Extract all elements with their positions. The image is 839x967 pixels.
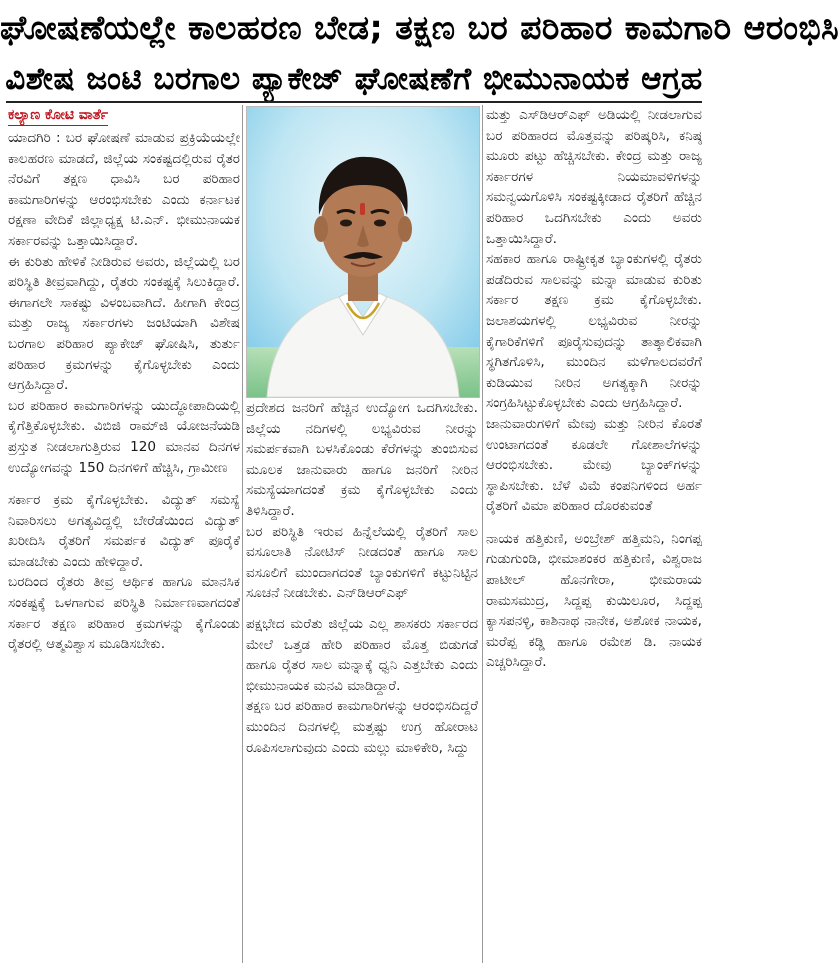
headline-rule [6,101,702,103]
article-column-2 [246,398,478,758]
portrait-photo [246,106,480,398]
column-divider-1 [242,105,243,963]
byline: ಕಲ್ಯಾಣ ಕೋಟಿ ವಾರ್ತೆ [8,105,108,126]
paragraph: ಬರ ಪರಿಸ್ಥಿತಿ ಇರುವ ಹಿನ್ನೆಲೆಯಲ್ಲಿ ರೈತರಿಗೆ ಸಾಲ ವಸೂಲಾತಿ ನೋಟಿಸ್ ನೀಡದಂತೆ ಹಾಗೂ ಸಾಲ ವಸೂಲಿಗೆ ಮುಂದಾಗದಂತೆ ಬ್ಯಾಂಕುಗಳಿಗೆ ಕಟ್ಟುನಿಟ್ಟಿನ ಸೂಚನೆ ನೀಡಬೇಕು. ಎನ್‌ಡಿಆರ್‌ಎಫ್ [246,523,478,602]
paragraph: ಪಕ್ಷಭೇದ ಮರೆತು ಜಿಲ್ಲೆಯ ಎಲ್ಲ ಶಾಸಕರು ಸರ್ಕಾರದ ಮೇಲೆ ಒತ್ತಡ ಹೇರಿ ಪರಿಹಾರ ಮೊತ್ತ ಬಿಡುಗಡೆ ಹಾಗೂ ರೈತರ ಸಾಲ ಮನ್ನಾಕ್ಕೆ ಧ್ವನಿ ಎತ್ತಬೇಕು ಎಂದು ಭೀಮುನಾಯಕ ಮನವಿ ಮಾಡಿದ್ದಾರೆ. [246,615,478,694]
paragraph: ಸಹಕಾರ ಹಾಗೂ ರಾಷ್ಟ್ರೀಕೃತ ಬ್ಯಾಂಕುಗಳಲ್ಲಿ ರೈತರು ಪಡೆದಿರುವ ಸಾಲವನ್ನು ಮನ್ನಾ ಮಾಡುವ ಕುರಿತು ಸರ್ಕಾರ ತಕ್ಷಣ ಕ್ರಮ ಕೈಗೊಳ್ಳಬೇಕು. ಜಲಾಶಯಗಳಲ್ಲಿ ಲಭ್ಯವಿರುವ ನೀರನ್ನು ಕೈಗಾರಿಕೆಗಳಿಗೆ ಪೂರೈಸುವುದನ್ನು ತಾತ್ಕಾಲಿಕವಾಗಿ ಸ್ಥಗಿತಗೊಳಿಸಿ, ಮುಂದಿನ ಮಳೆಗಾಲದವರೆಗೆ ಕುಡಿಯುವ ನೀರಿನ ಅಗತ್ಯಕ್ಕಾಗಿ ನೀರನ್ನು ಸಂಗ್ರಹಿಸಿಟ್ಟುಕೊಳ್ಳಬೇಕು ಎಂದು ಆಗ್ರಹಿಸಿದ್ದಾರೆ. [486,251,702,412]
paragraph: ಮತ್ತು ಎಸ್‌ಡಿಆರ್‌ಎಫ್ ಅಡಿಯಲ್ಲಿ ನೀಡಲಾಗುವ ಬರ ಪರಿಹಾರದ ಮೊತ್ತವನ್ನು ಪರಿಷ್ಕರಿಸಿ, ಕನಿಷ್ಠ ಮೂರು ಪಟ್ಟು ಹೆಚ್ಚಿಸಬೇಕು. ಕೇಂದ್ರ ಮತ್ತು ರಾಜ್ಯ ಸರ್ಕಾರಗಳ ನಿಯಮಾವಳಿಗಳನ್ನು ಸಮನ್ವಯಗೊಳಿಸಿ ಸಂಕಷ್ಟಕ್ಕೀಡಾದ ರೈತರಿಗೆ ಹೆಚ್ಚಿನ ಪರಿಹಾರ ಒದಗಿಸಬೇಕು ಎಂದು ಅವರು ಒತ್ತಾಯಿಸಿದ್ದಾರೆ. [486,107,702,247]
paragraph: ಪ್ರದೇಶದ ಜನರಿಗೆ ಹೆಚ್ಚಿನ ಉದ್ಯೋಗ ಒದಗಿಸಬೇಕು. ಜಿಲ್ಲೆಯ ನದಿಗಳಲ್ಲಿ ಲಭ್ಯವಿರುವ ನೀರನ್ನು ಸಮರ್ಪಕವಾಗಿ ಬಳಸಿಕೊಂಡು ಕೆರೆಗಳನ್ನು ತುಂಬಿಸುವ ಮೂಲಕ ಜಾನುವಾರು ಹಾಗೂ ಜನರಿಗೆ ನೀರಿನ ಸಮಸ್ಯೆಯಾಗದಂತೆ ಕ್ರಮ ಕೈಗೊಳ್ಳಬೇಕು ಎಂದು ತಿಳಿಸಿದ್ದಾರೆ. [246,400,478,519]
paragraph: ಸರ್ಕಾರ ಕ್ರಮ ಕೈಗೊಳ್ಳಬೇಕು. ವಿದ್ಯುತ್ ಸಮಸ್ಯೆ ನಿವಾರಿಸಲು ಅಗತ್ಯವಿದ್ದಲ್ಲಿ ಬೇರೆಡೆಯಿಂದ ವಿದ್ಯುತ್ ಖರೀದಿಸಿ ರೈತರಿಗೆ ಸಮರ್ಪಕ ವಿದ್ಯುತ್ ಪೂರೈಕೆ ಮಾಡಬೇಕು ಎಂದು ಹೇಳಿದ್ದಾರೆ. [8,492,240,570]
paragraph: ಈ ಕುರಿತು ಹೇಳಿಕೆ ನೀಡಿರುವ ಅವರು, ಜಿಲ್ಲೆಯಲ್ಲಿ ಬರ ಪರಿಸ್ಥಿತಿ ತೀವ್ರವಾಗಿದ್ದು, ರೈತರು ಸಂಕಷ್ಟಕ್ಕೆ ಸಿಲುಕಿದ್ದಾರೆ. ಈಗಾಗಲೇ ಸಾಕಷ್ಟು ವಿಳಂಬವಾಗಿದೆ. ಹೀಗಾಗಿ ಕೇಂದ್ರ ಮತ್ತು ರಾಜ್ಯ ಸರ್ಕಾರಗಳು ಜಂಟಿಯಾಗಿ ವಿಶೇಷ ಬರಗಾಲ ಪರಿಹಾರ ಪ್ಯಾಕೇಜ್ ಘೋಷಿಸಿ, ತುರ್ತು ಪರಿಹಾರ ಕ್ರಮಗಳನ್ನು ಕೈಗೊಳ್ಳಬೇಕು ಎಂದು ಆಗ್ರಹಿಸಿದ್ದಾರೆ. [8,253,240,394]
article-column-3 [486,105,702,673]
headline-line-2: ವಿಶೇಷ ಜಂಟಿ ಬರಗಾಲ ಪ್ಯಾಕೇಜ್ ಘೋಷಣೆಗೆ ಭೀಮುನಾಯಕ ಆಗ್ರಹ [5,61,703,97]
article-column-1 [8,105,240,655]
paragraph: ಯಾದಗಿರಿ : ಬರ ಘೋಷಣೆ ಮಾಡುವ ಪ್ರಕ್ರಿಯೆಯಲ್ಲೇ ಕಾಲಹರಣ ಮಾಡದೆ, ಜಿಲ್ಲೆಯ ಸಂಕಷ್ಟದಲ್ಲಿರುವ ರೈತರ ನೆರವಿಗೆ ತಕ್ಷಣ ಧಾವಿಸಿ ಬರ ಪರಿಹಾರ ಕಾಮಗಾರಿಗಳನ್ನು ಆರಂಭಿಸಬೇಕು ಎಂದು ಕರ್ನಾಟಕ ರಕ್ಷಣಾ ವೇದಿಕೆ ಜಿಲ್ಲಾಧ್ಯಕ್ಷ ಟಿ.ಎನ್. ಭೀಮುನಾಯಕ ಸರ್ಕಾರವನ್ನು ಒತ್ತಾಯಿಸಿದ್ದಾರೆ. [8,130,240,249]
paragraph: ತಕ್ಷಣ ಬರ ಪರಿಹಾರ ಕಾಮಗಾರಿಗಳನ್ನು ಆರಂಭಿಸದಿದ್ದರೆ ಮುಂದಿನ ದಿನಗಳಲ್ಲಿ ಮತ್ತಷ್ಟು ಉಗ್ರ ಹೋರಾಟ ರೂಪಿಸಲಾಗುವುದು ಎಂದು ಮಲ್ಲು ಮಾಳಿಕೇರಿ, ಸಿದ್ದು [246,698,478,756]
portrait-illustration [247,107,479,397]
headline-line-1: ಘೋಷಣೆಯಲ್ಲೇ ಕಾಲಹರಣ ಬೇಡ; ತಕ್ಷಣ ಬರ ಪರಿಹಾರ ಕಾಮಗಾರಿ ಆರಂಭಿಸಿ [0,8,839,47]
paragraph: ಬರ ಪರಿಹಾರ ಕಾಮಗಾರಿಗಳನ್ನು ಯುದ್ಧೋಪಾದಿಯಲ್ಲಿ ಕೈಗೆತ್ತಿಕೊಳ್ಳಬೇಕು. ವಿಬಿಜಿ ರಾಮ್‌ಜಿ ಯೋಜನೆಯಡಿ ಪ್ರಸ್ತುತ ನೀಡಲಾಗುತ್ತಿರುವ 120 ಮಾನವ ದಿನಗಳ ಉದ್ಯೋಗವನ್ನು 150 ದಿನಗಳಿಗೆ ಹೆಚ್ಚಿಸಿ, ಗ್ರಾಮೀಣ [8,397,240,476]
paragraph: ಬರದಿಂದ ರೈತರು ತೀವ್ರ ಆರ್ಥಿಕ ಹಾಗೂ ಮಾನಸಿಕ ಸಂಕಷ್ಟಕ್ಕೆ ಒಳಗಾಗುವ ಪರಿಸ್ಥಿತಿ ನಿರ್ಮಾಣವಾಗದಂತೆ ಸರ್ಕಾರ ತಕ್ಷಣ ಪರಿಹಾರ ಕ್ರಮಗಳನ್ನು ಕೈಗೊಂಡು ರೈತರಲ್ಲಿ ಆತ್ಮವಿಶ್ವಾಸ ಮೂಡಿಸಬೇಕು. [8,574,240,653]
paragraph: ಜಾನುವಾರುಗಳಿಗೆ ಮೇವು ಮತ್ತು ನೀರಿನ ಕೊರತೆ ಉಂಟಾಗದಂತೆ ಕೂಡಲೇ ಗೋಶಾಲೆಗಳನ್ನು ಆರಂಭಿಸಬೇಕು. ಮೇವು ಬ್ಯಾಂಕ್‌ಗಳನ್ನು ಸ್ಥಾಪಿಸಬೇಕು. ಬೆಳೆ ವಿಮೆ ಕಂಪನಿಗಳಿಂದ ಅರ್ಹ ರೈತರಿಗೆ ವಿಮಾ ಪರಿಹಾರ ದೊರಕುವಂತೆ [486,415,702,515]
paragraph: ನಾಯಕ ಹತ್ತಿಕುಣಿ, ಅಂಬ್ರೇಶ್ ಹತ್ತಿಮನಿ, ನಿಂಗಪ್ಪ ಗುಡುಗುಂಡಿ, ಭೀಮಾಶಂಕರ ಹತ್ತಿಕುಣಿ, ವಿಶ್ವರಾಜ ಪಾಟೀಲ್ ಹೊನಗೇರಾ, ಭೀಮರಾಯ ರಾಮಸಮುದ್ರ, ಸಿದ್ದಪ್ಪ ಕುಯಿಲೂರ, ಸಿದ್ದಪ್ಪ ಕ್ಯಾಸಪನಳ್ಳಿ, ಕಾಶಿನಾಥ ನಾನೇಕ, ಅಶೋಕ ನಾಯಕ, ಮರೆಪ್ಪ ಕಡ್ಡಿ ಹಾಗೂ ರಮೇಶ ಡಿ. ನಾಯಕ ಎಚ್ಚರಿಸಿದ್ದಾರೆ. [486,530,702,671]
column-divider-2 [482,105,483,963]
